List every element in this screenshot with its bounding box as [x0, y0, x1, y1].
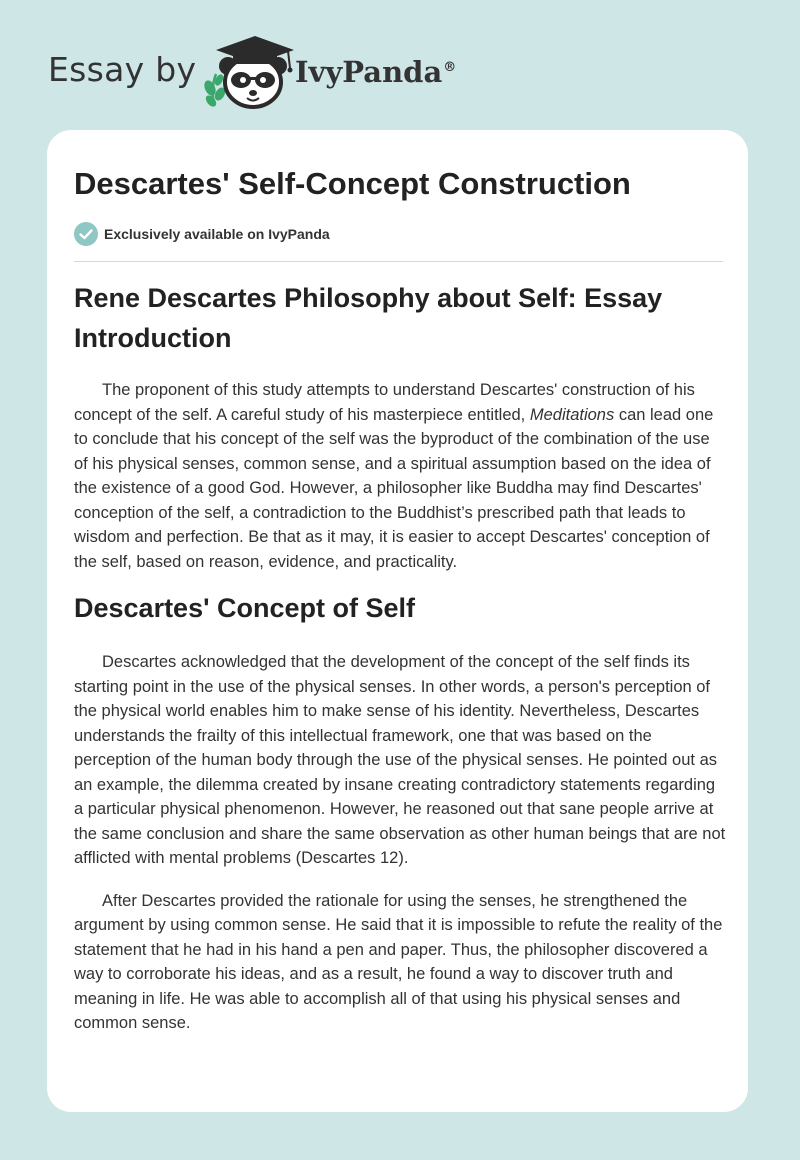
title-divider: [74, 261, 723, 262]
book-title-meditations: Meditations: [529, 405, 615, 424]
section-heading-concept-of-self: Descartes' Concept of Self: [74, 593, 416, 623]
paragraph-concept-2: After Descartes provided the rationale for using the senses, he strengthened the argument by using common sense. He said that it is impossible to refute the reality of the statement that he had in his hand a pen and paper. Thus, the philosopher discovered a way to corroborate his ideas, and as a result, he found a way to discover truth and meaning in life. He was able to accomplish all of that using his physical senses and common sense.: [74, 891, 723, 1032]
essay-by-label: Essay by: [48, 50, 197, 89]
page-title: Descartes' Self-Concept Construction: [74, 166, 631, 201]
registered-mark: ®: [443, 60, 457, 75]
exclusive-label: Exclusively available on IvyPanda: [104, 226, 330, 242]
site-header-logo[interactable]: [48, 30, 508, 110]
essay-card: [47, 130, 748, 1112]
brand-name: IvyPanda®: [295, 55, 457, 89]
essay-body: [74, 278, 726, 1036]
paragraph-concept-1: Descartes acknowledged that the development of the concept of the self finds its starting point in the use of the physical senses. In other words, a person's perception of the physical world enables him to make sense of his identity. Nevertheless, Descartes understands the frailty of this intellectual framework, one that was based on the perception of the human body through the use of the physical senses. He pointed out as an example, the dilemma created by insane creating contradictory statements regarding a particular physical phenomenon. However, he reasoned out that sane people arrive at the same conclusion and share the same observation as other human beings that are not afflicted with mental problems (Descartes 12).: [74, 653, 726, 867]
check-badge-icon: [74, 222, 98, 246]
paragraph-introduction: The proponent of this study attempts to understand Descartes' construction of his concept of the self. A careful study of his masterpiece entitled, Meditations can lead one to conclude that his concept of the self was the byproduct of the combination of the use of his physical senses, common sense, and a spiritual assumption based on the idea of the existence of a good God. However, a philosopher like Buddha may find Descartes' conception of the self, a contradiction to the Buddhist’s prescribed path that leads to wisdom and perfection. Be that as it may, it is easier to accept Descartes' conception of the self, based on reason, evidence, and practicality.: [74, 381, 714, 571]
exclusive-badge: [74, 222, 330, 246]
section-heading-introduction: Rene Descartes Philosophy about Self: Essay Introduction: [74, 283, 663, 353]
panda-graduate-logo-icon: [198, 34, 298, 110]
